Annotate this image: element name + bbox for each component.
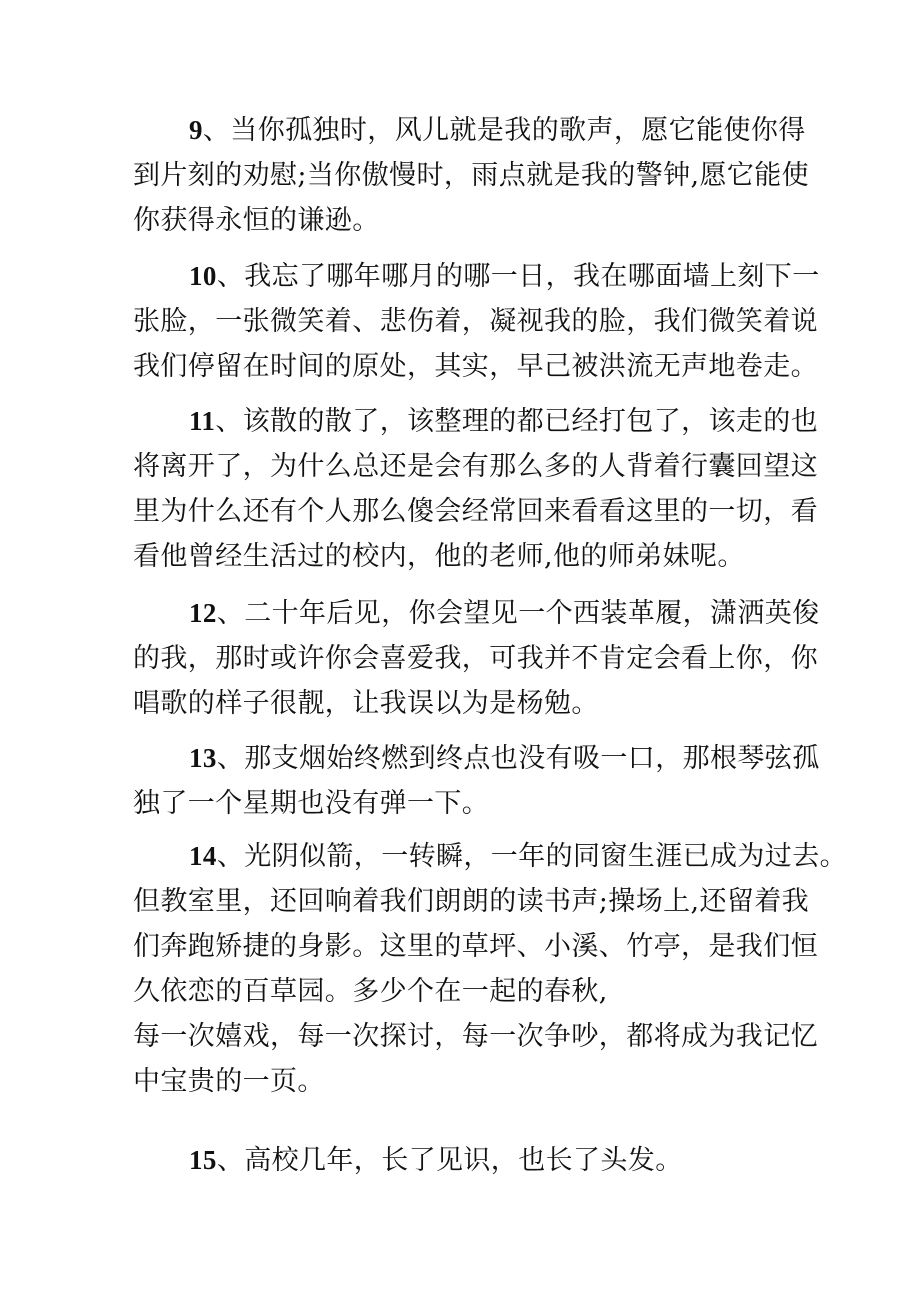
paragraph-line: 的我，那时或许你会喜爱我，可我并不肯定会看上你，你	[133, 643, 818, 674]
paragraph-line: 中宝贵的一页。	[133, 1066, 325, 1097]
paragraph-number: 10	[189, 261, 217, 291]
paragraph-line: 独了一个星期也没有弹一下。	[133, 788, 490, 819]
paragraph-line: 但教室里，还回响着我们朗朗的读书声;操场上,还留着我	[133, 886, 810, 917]
paragraph-line	[133, 108, 806, 153]
paragraph-number: 15	[189, 1145, 217, 1175]
paragraph-number: 9	[189, 115, 203, 145]
paragraph-text: 、光阴似箭，一转瞬，一年的同窗生涯已成为过去。	[216, 841, 848, 872]
paragraph-line: 你获得永恒的谦逊。	[133, 205, 380, 236]
paragraph-line: 看他曾经生活过的校内，他的老师,他的师弟妹呢。	[133, 541, 745, 572]
paragraph-10	[133, 254, 820, 389]
paragraph-line: 里为什么还有个人那么傻会经常回来看看这里的一切，看	[133, 496, 818, 527]
paragraph-14	[133, 834, 848, 1104]
paragraph-line	[133, 591, 820, 636]
paragraph-line: 久依恋的百草园。多少个在一起的春秋,	[133, 976, 608, 1007]
paragraph-9	[133, 108, 810, 243]
paragraph-text: 、我忘了哪年哪月的哪一日，我在哪面墙上刻下一	[216, 261, 820, 292]
paragraph-13	[133, 736, 820, 826]
paragraph-line	[133, 399, 819, 444]
paragraph-text: 、高校几年，长了见识，也长了头发。	[216, 1145, 683, 1176]
paragraph-number: 12	[189, 598, 217, 628]
paragraph-12	[133, 591, 820, 726]
paragraph-number: 14	[189, 841, 217, 871]
paragraph-text: 、二十年后见，你会望见一个西装革履，潇洒英俊	[216, 598, 820, 629]
paragraph-number: 13	[189, 743, 217, 773]
paragraph-line: 张脸，一张微笑着、悲伤着，凝视我的脸，我们微笑着说	[133, 306, 818, 337]
paragraph-line	[133, 254, 820, 299]
paragraph-line: 每一次嬉戏，每一次探讨，每一次争吵，都将成为我记忆	[133, 1021, 818, 1052]
paragraph-text: 、那支烟始终燃到终点也没有吸一口，那根琴弦孤	[216, 743, 820, 774]
paragraph-line: 将离开了，为什么总还是会有那么多的人背着行囊回望这	[133, 451, 818, 482]
paragraph-line: 唱歌的样子很靓，让我误以为是杨勉。	[133, 688, 599, 719]
paragraph-line: 我们停留在时间的原处，其实，早己被洪流无声地卷走。	[133, 351, 818, 382]
paragraph-line	[133, 1138, 793, 1183]
paragraph-text: 、该散的散了，该整理的都已经打包了，该走的也	[215, 406, 819, 437]
paragraph-number: 11	[189, 406, 216, 436]
paragraph-15	[133, 1138, 793, 1183]
paragraph-line: 们奔跑矫捷的身影。这里的草坪、小溪、竹亭，是我们恒	[133, 931, 818, 962]
paragraph-line: 到片刻的劝慰;当你傲慢时，雨点就是我的警钟,愿它能使	[133, 160, 810, 191]
paragraph-line	[133, 736, 820, 781]
paragraph-11	[133, 399, 819, 579]
paragraph-line	[133, 834, 848, 879]
paragraph-text: 、当你孤独时，风儿就是我的歌声，愿它能使你得	[202, 115, 806, 146]
